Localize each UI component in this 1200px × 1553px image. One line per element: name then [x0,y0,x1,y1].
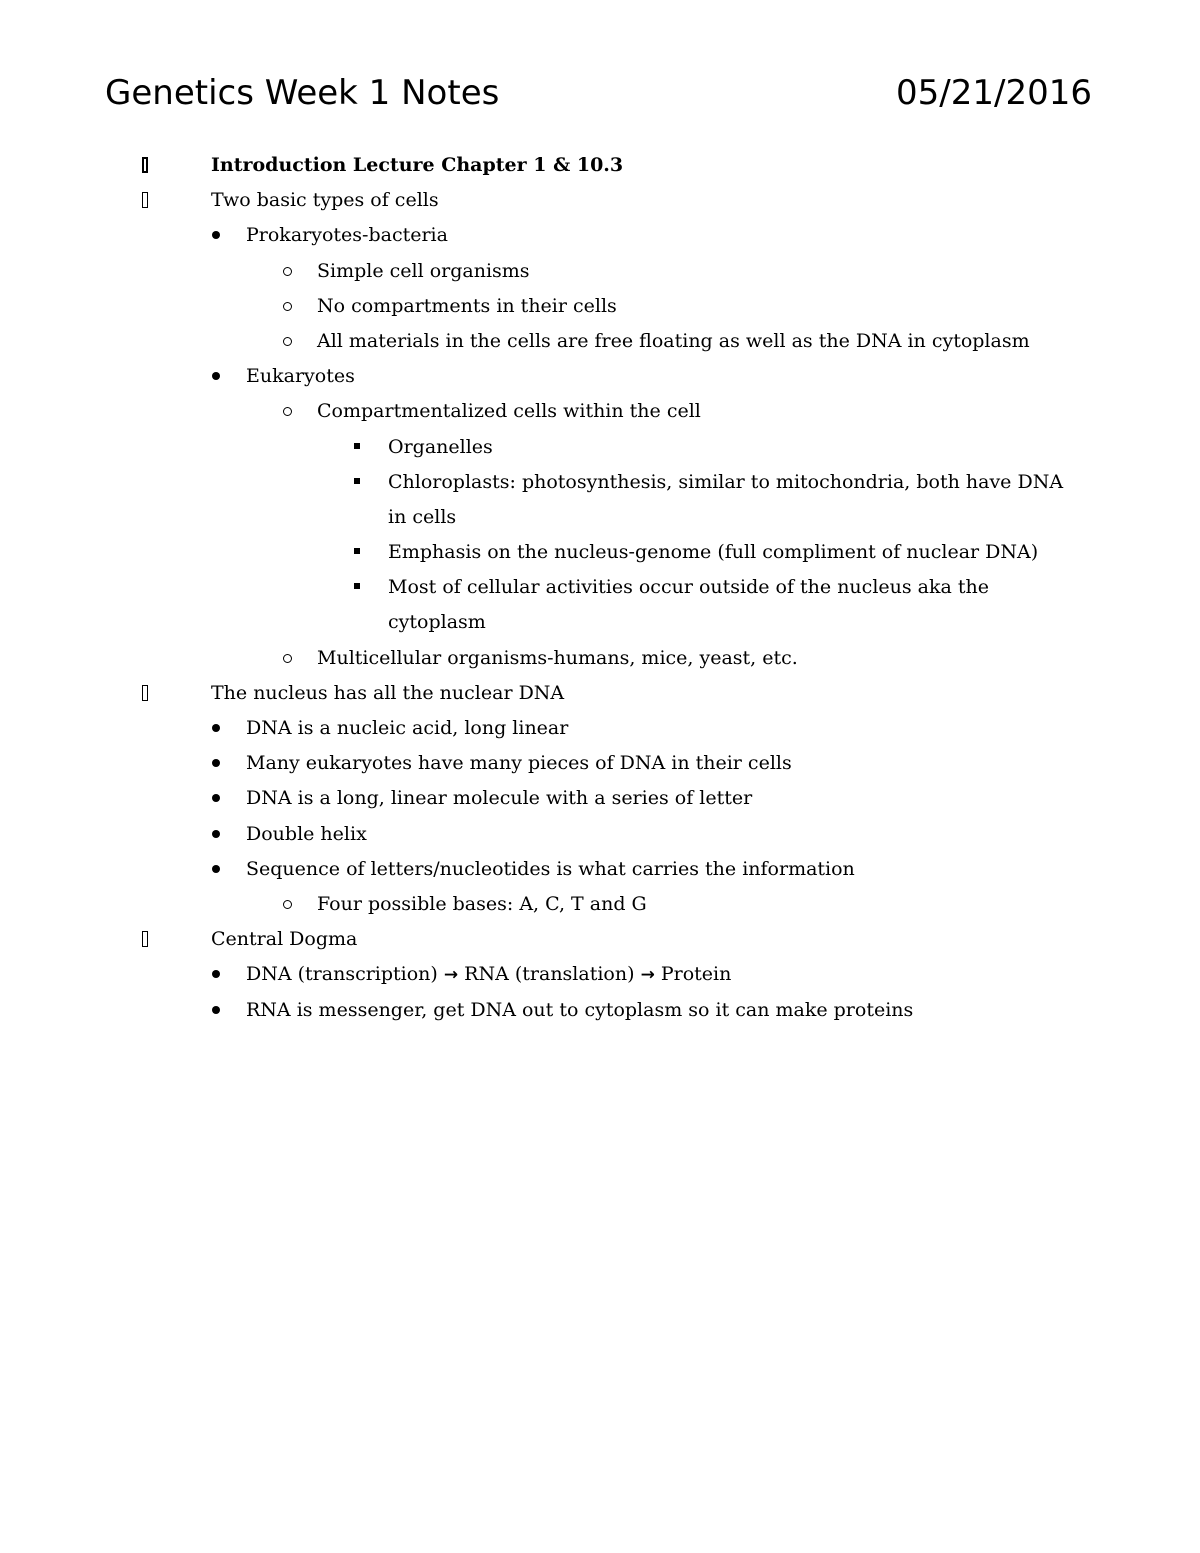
right-arrow-icon: → [443,965,459,986]
list-item-text: Four possible bases: A, C, T and G [317,893,647,915]
list-item [0,817,1200,852]
page-date: 05/21/2016 [896,73,1092,113]
section-heading: The nucleus has all the nuclear DNA [211,681,565,704]
right-arrow-icon: → [640,965,655,986]
list-item-text: Eukaryotes [246,365,355,388]
bullet-icon [212,231,220,239]
list-item-text: Double helix [246,822,367,845]
list-item-text: Chloroplasts: photosynthesis, similar to mitochondria, both have DNA in cells [388,470,1064,528]
circle-bullet-icon [283,302,292,311]
box-icon [142,192,148,208]
list-item-text: Organelles [388,435,493,458]
square-bullet-icon [354,583,360,589]
list-item [0,324,1200,359]
section-heading: Introduction Lecture Chapter 1 & 10.3 [211,154,624,176]
list-item [0,359,1200,394]
circle-bullet-icon [283,654,292,663]
circle-bullet-icon [283,267,292,276]
list-item [0,218,1200,253]
dogma-step-dna: DNA (transcription) [246,963,438,986]
list-item [0,641,1200,676]
bullet-icon [212,865,220,873]
list-item [0,711,1200,746]
list-item-text: Multicellular organisms-humans, mice, yeast, etc. [317,646,798,669]
list-item-text: Most of cellular activities occur outside of the nucleus aka the cytoplasm [388,576,989,634]
list-item [0,957,1200,992]
dogma-step-protein: Protein [660,963,732,986]
list-item [0,465,1200,535]
list-item [0,993,1200,1028]
bullet-icon [212,970,220,978]
list-item-text: Many eukaryotes have many pieces of DNA in their cells [246,752,792,775]
square-bullet-icon [354,478,360,484]
list-item [0,254,1200,289]
circle-bullet-icon [283,337,292,346]
list-item-text: Simple cell organisms [317,259,530,282]
bullet-icon [212,1006,220,1014]
notes-outline [0,148,1200,1028]
bullet-icon [212,759,220,767]
list-item [0,430,1200,465]
list-item-text: Emphasis on the nucleus-genome (full compliment of nuclear DNA) [388,541,1039,564]
square-bullet-icon [354,548,360,554]
list-item [0,852,1200,887]
list-item-text: RNA is messenger, get DNA out to cytoplasm so it can make proteins [246,998,914,1021]
list-item [0,781,1200,816]
list-item [0,570,1200,640]
bullet-icon [212,794,220,802]
list-item [0,535,1200,570]
list-item-text: Prokaryotes-bacteria [246,224,448,247]
dogma-step-rna: RNA (translation) [464,963,635,986]
list-item [0,394,1200,429]
box-icon [142,157,148,173]
box-icon [142,931,148,947]
bullet-icon [212,724,220,732]
circle-bullet-icon [283,407,292,416]
list-item [0,183,1200,218]
list-item-text: DNA is a long, linear molecule with a series of letter [246,787,753,810]
circle-bullet-icon [283,900,292,909]
list-item-text: All materials in the cells are free floating as well as the DNA in cytoplasm [317,329,1030,352]
square-bullet-icon [354,443,360,449]
list-item-text: Sequence of letters/nucleotides is what carries the information [246,857,855,880]
section-heading: Two basic types of cells [211,189,439,212]
section-heading: Central Dogma [211,928,358,951]
list-item [0,922,1200,957]
page-title: Genetics Week 1 Notes [105,73,500,113]
list-item-text: Compartmentalized cells within the cell [317,400,701,423]
bullet-icon [212,830,220,838]
list-item [0,887,1200,922]
list-item-text [246,957,731,993]
box-icon [142,685,148,701]
list-item-text: No compartments in their cells [317,294,617,317]
list-item [0,289,1200,324]
list-item [0,746,1200,781]
bullet-icon [212,372,220,380]
list-item-text: DNA is a nucleic acid, long linear [246,717,569,740]
list-item [0,676,1200,711]
list-item [0,148,1200,183]
